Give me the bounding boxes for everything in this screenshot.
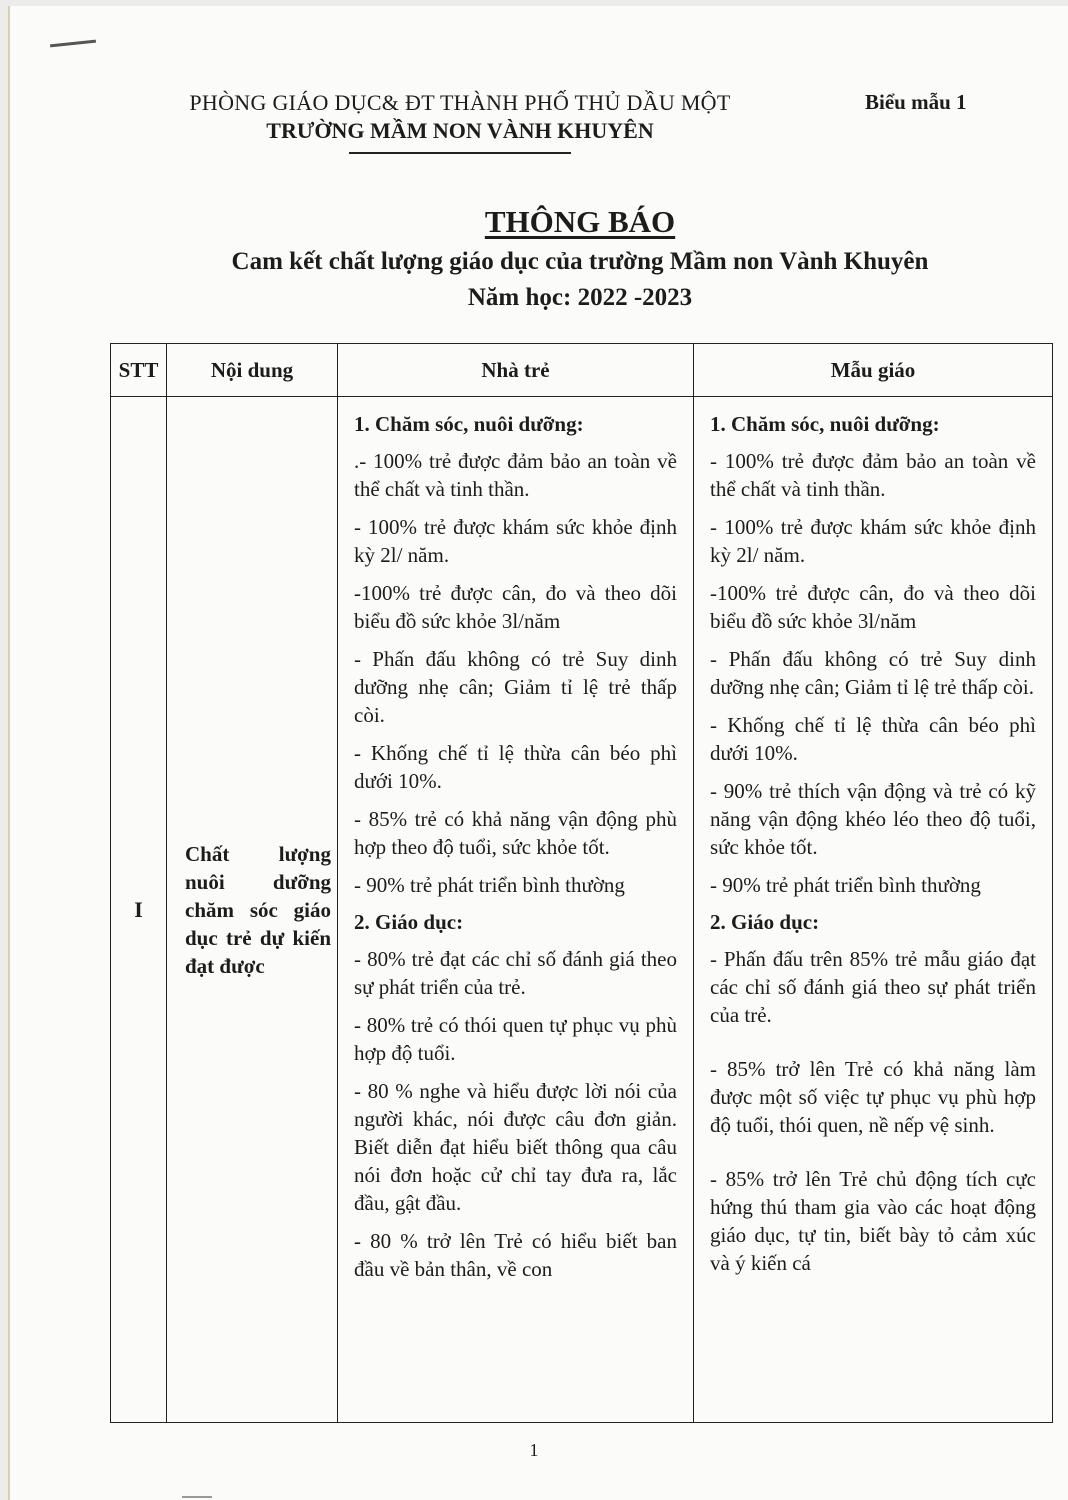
header-org <box>130 90 790 154</box>
table-header-row <box>111 344 1053 397</box>
header-nursery: Nhà trẻ <box>338 344 694 397</box>
school-year: Năm học: 2022 -2023 <box>467 284 693 311</box>
list-item: - Phấn đấu trên 85% trẻ mẫu giáo đạt các chỉ số đánh giá theo sự phát triển của trẻ. <box>710 947 1036 1027</box>
list-item: - Phấn đấu không có trẻ Suy dinh dưỡng nhẹ cân; Giảm tỉ lệ trẻ thấp còi. <box>710 647 1036 699</box>
kindergarten-section1-title: 1. Chăm sóc, nuôi dưỡng: <box>710 412 940 436</box>
list-item: - 100% trẻ được khám sức khỏe định kỳ 2l/ năm. <box>710 515 1036 567</box>
document-page <box>8 6 1068 1500</box>
header-stt: STT <box>111 344 167 397</box>
list-item: - Phấn đấu không có trẻ Suy dinh dưỡng nhẹ cân; Giảm tỉ lệ trẻ thấp còi. <box>354 647 677 727</box>
nursery-column <box>338 397 694 1423</box>
kindergarten-section2-title: 2. Giáo dục: <box>710 910 820 934</box>
spacer <box>710 1039 1036 1055</box>
list-item: - 100% trẻ được đảm bảo an toàn về thể chất và tinh thần. <box>710 449 1036 501</box>
title-block <box>110 204 1050 312</box>
pen-mark <box>50 40 96 48</box>
header-underline <box>349 152 571 154</box>
list-item: - 90% trẻ phát triển bình thường <box>354 873 625 897</box>
list-item: -100% trẻ được cân, đo và theo dõi biểu đồ sức khỏe 3l/năm <box>354 581 677 633</box>
list-item: - 80 % trở lên Trẻ có hiểu biết ban đầu về bản thân, về con <box>354 1229 677 1281</box>
list-item: - 85% trở lên Trẻ có khả năng làm được một số việc tự phục vụ phù hợp độ tuổi, thói quen, nề nếp vệ sinh. <box>710 1057 1036 1137</box>
page-number: 1 <box>529 1440 539 1460</box>
list-item: - 90% trẻ thích vận động và trẻ có kỹ năng vận động khéo léo theo độ tuổi, sức khỏe tốt. <box>710 779 1036 859</box>
commitment-table <box>110 343 1053 1423</box>
list-item: - 100% trẻ được khám sức khỏe định kỳ 2l/ năm. <box>354 515 677 567</box>
list-item: - 80% trẻ đạt các chỉ số đánh giá theo sự phát triển của trẻ. <box>354 947 677 999</box>
row-stt: I <box>111 397 167 1423</box>
list-item: - 90% trẻ phát triển bình thường <box>710 873 981 897</box>
list-item: -100% trẻ được cân, đo và theo dõi biểu đồ sức khỏe 3l/năm <box>710 581 1036 633</box>
bottom-mark <box>182 1496 212 1498</box>
list-item: - 80 % nghe và hiểu được lời nói của người khác, nói được câu đơn giản. Biết diễn đạt hiểu biết thông qua câu nói đơn hoặc cử chỉ tay đưa ra, lắc đầu, gật đầu. <box>354 1079 677 1215</box>
department-name: PHÒNG GIÁO DỤC& ĐT THÀNH PHỐ THỦ DẦU MỘT <box>189 90 731 115</box>
header-kindergarten: Mẫu giáo <box>694 344 1053 397</box>
document-title: THÔNG BÁO <box>484 204 676 239</box>
list-item: - 85% trở lên Trẻ chủ động tích cực hứng thú tham gia vào các hoạt động giáo dục, tự tin, biết bày tỏ cảm xúc và ý kiến cá <box>710 1167 1036 1275</box>
list-item: - 85% trẻ có khả năng vận động phù hợp theo độ tuổi, sức khỏe tốt. <box>354 807 677 859</box>
spacer <box>710 1149 1036 1165</box>
list-item: - Khống chế tỉ lệ thừa cân béo phì dưới 10%. <box>710 713 1036 765</box>
list-item: - Khống chế tỉ lệ thừa cân béo phì dưới 10%. <box>354 741 677 793</box>
table-row <box>111 397 1053 1423</box>
kindergarten-column <box>694 397 1053 1423</box>
nursery-section2-title: 2. Giáo dục: <box>354 910 464 934</box>
form-label: Biểu mẫu 1 <box>865 90 967 114</box>
row-content: Chất lượng nuôi dưỡng chăm sóc giáo dục trẻ dự kiến đạt được <box>167 397 338 1423</box>
header-content: Nội dung <box>167 344 338 397</box>
list-item: - 80% trẻ có thói quen tự phục vụ phù hợp độ tuổi. <box>354 1013 677 1065</box>
document-subtitle: Cam kết chất lượng giáo dục của trường Mầm non Vành Khuyên <box>231 248 929 275</box>
list-item: .- 100% trẻ được đảm bảo an toàn về thể chất và tinh thần. <box>354 449 677 501</box>
nursery-section1-title: 1. Chăm sóc, nuôi dưỡng: <box>354 412 584 436</box>
school-name: TRƯỜNG MẦM NON VÀNH KHUYÊN <box>266 118 654 143</box>
